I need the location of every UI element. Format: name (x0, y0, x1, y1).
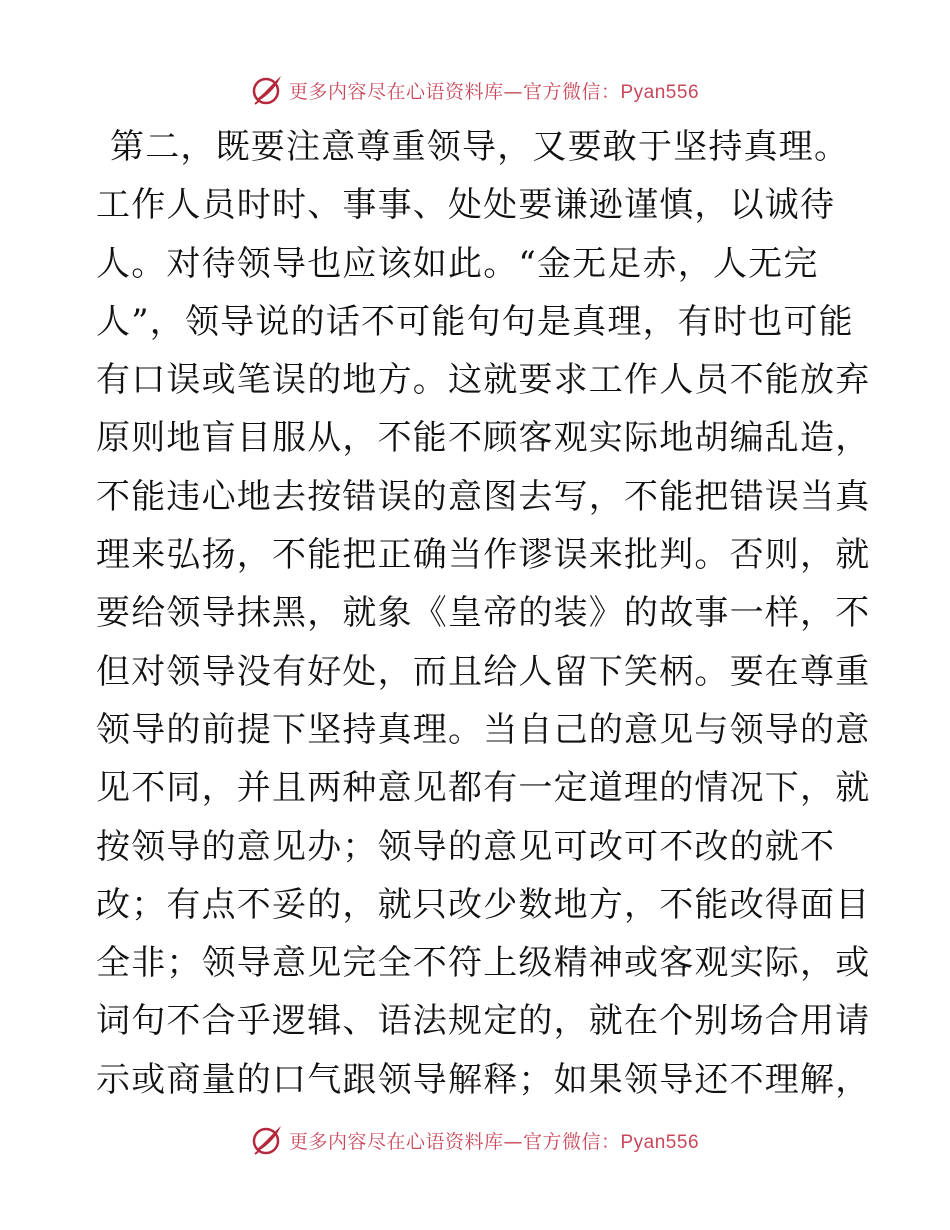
body-line: 不能违心地去按错误的意图去写，不能把错误当真 (96, 476, 871, 517)
header-banner-title: 更多内容尽在心语资料库 (288, 80, 504, 103)
body-line: 按领导的意见办；领导的意见可改可不改的就不 (96, 826, 836, 867)
document-body (96, 118, 871, 1109)
footer-banner-title: 更多内容尽在心语资料库 (288, 1130, 504, 1153)
footer-wechat-id: Pyan556 (620, 1131, 700, 1153)
body-line: 人。对待领导也应该如此。“金无足赤，人无完 (96, 243, 819, 284)
body-line: 词句不合乎逻辑、语法规定的，就在个别场合用请 (96, 1001, 871, 1042)
header-banner (0, 70, 950, 110)
body-line: 人”，领导说的话不可能句句是真理，有时也可能 (96, 301, 854, 342)
body-line: 见不同，并且两种意见都有一定道理的情况下，就 (96, 768, 871, 809)
body-line: 工作人员时时、事事、处处要谦逊谨慎，以诚待 (96, 185, 836, 226)
body-line: 领导的前提下坚持真理。当自己的意见与领导的意 (96, 709, 871, 750)
body-line: 理来弘扬，不能把正确当作谬误来批判。否则，就 (96, 535, 871, 576)
footer-banner (0, 1120, 950, 1160)
body-line: 改；有点不妥的，就只改少数地方，不能改得面目 (96, 884, 871, 925)
footer-banner-separator: — (503, 1130, 523, 1153)
quill-pen-logo-icon (251, 1123, 285, 1157)
body-line: 原则地盲目服从，不能不顾客观实际地胡编乱造， (96, 418, 871, 459)
body-line: 示或商量的口气跟领导解释；如果领导还不理解， (96, 1059, 871, 1100)
body-line: 但对领导没有好处，而且给人留下笑柄。要在尊重 (96, 651, 871, 692)
header-banner-text (289, 77, 699, 104)
body-line: 第二，既要注意尊重领导，又要敢于坚持真理。 (110, 127, 850, 167)
body-line: 全非；领导意见完全不符上级精神或客观实际，或 (96, 943, 871, 984)
footer-banner-text (289, 1127, 699, 1154)
header-wechat-label: 官方微信： (522, 80, 621, 103)
header-wechat-id: Pyan556 (620, 81, 700, 103)
body-line: 要给领导抹黑，就象《皇帝的装》的故事一样，不 (96, 593, 871, 634)
body-line: 有口误或笔误的地方。这就要求工作人员不能放弃 (96, 360, 871, 401)
quill-pen-logo-icon (251, 73, 285, 107)
footer-wechat-label: 官方微信： (522, 1130, 621, 1153)
header-banner-separator: — (503, 80, 523, 103)
